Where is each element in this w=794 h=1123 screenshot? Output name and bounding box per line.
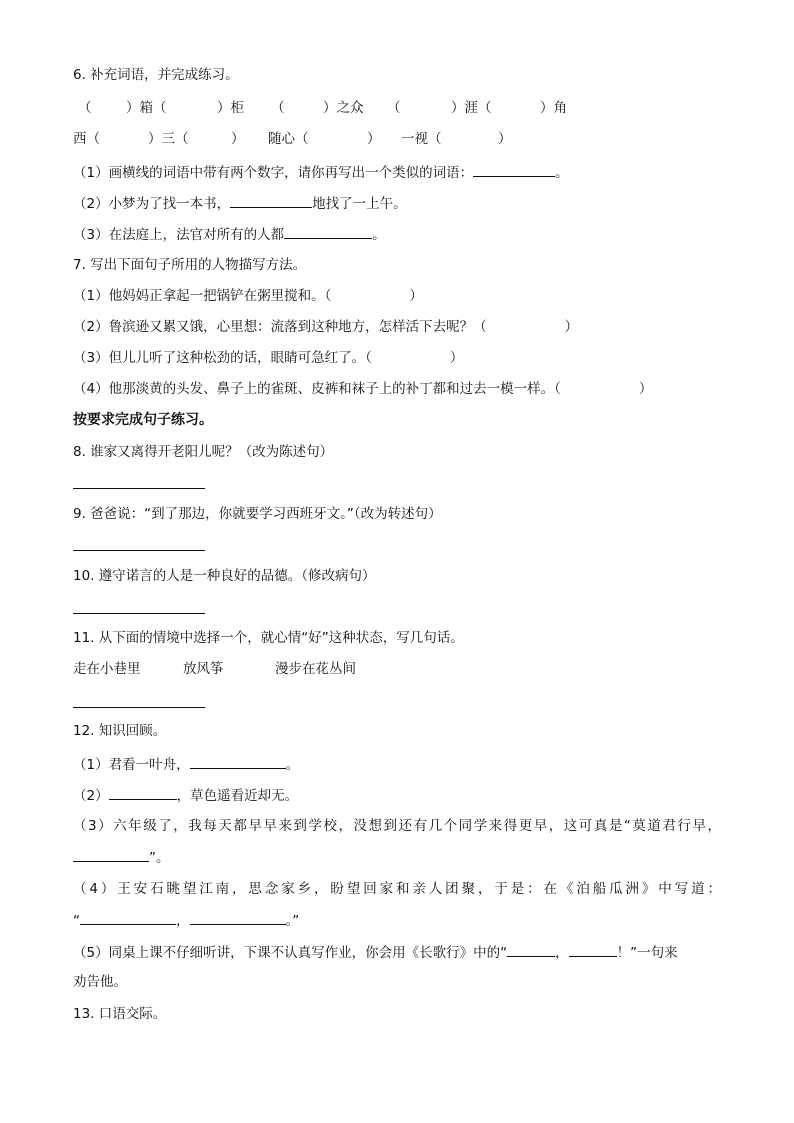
q11-options bbox=[73, 660, 473, 678]
q12-sub4-line1: （4）王安石眺望江南，思念家乡，盼望回家和亲人团聚，于是：在《泊船瓜洲》中写道： bbox=[73, 881, 721, 897]
q6-sub1-end: 。 bbox=[555, 165, 569, 181]
q7-sub4 bbox=[73, 380, 652, 398]
answer-blank[interactable] bbox=[569, 942, 617, 957]
q6-row1-cell: （ bbox=[387, 100, 401, 116]
q12-sub4-line2 bbox=[73, 910, 299, 930]
q12-sub1 bbox=[73, 754, 299, 774]
answer-blank[interactable] bbox=[190, 754, 286, 769]
q10-prompt: 10. 遵守诺言的人是一种良好的品德。（修改病句） bbox=[73, 568, 376, 584]
q7-sub3 bbox=[73, 349, 463, 367]
q12-title: 12. 知识回顾。 bbox=[73, 723, 167, 739]
q6-row2-cell: 随心（ bbox=[268, 131, 309, 147]
q6-row2 bbox=[73, 130, 633, 148]
section-heading: 按要求完成句子练习。 bbox=[73, 412, 213, 428]
q12-sub3-line2 bbox=[73, 847, 170, 867]
answer-blank[interactable] bbox=[73, 847, 149, 862]
answer-blank[interactable] bbox=[284, 224, 372, 239]
q6-row2-cell: 西（ bbox=[73, 131, 100, 147]
q6-row1-cell: ）箱（ bbox=[126, 100, 167, 116]
answer-blank[interactable] bbox=[507, 942, 555, 957]
q6-sub3-text: （3）在法庭上，法官对所有的人都 bbox=[73, 227, 285, 243]
q11-option: 漫步在花丛间 bbox=[275, 661, 356, 677]
q12-sub2-end: ，草色遥看近却无。 bbox=[176, 788, 299, 804]
answer-line[interactable] bbox=[73, 550, 205, 551]
q11-option: 放风筝 bbox=[183, 661, 224, 677]
q12-sub5-line2: 劝告他。 bbox=[73, 974, 127, 990]
q6-row1-cell: （ bbox=[271, 100, 285, 116]
q7-sub1-text: （1）他妈妈正拿起一把锅铲在粥里搅和。（ bbox=[73, 288, 332, 304]
q8-prompt: 8. 谁家又离得开老阳儿呢？（改为陈述句） bbox=[73, 444, 334, 460]
q12-sub5-end: ！”一句来 bbox=[616, 945, 678, 961]
q6-row1-cell: ）柜 bbox=[217, 100, 244, 116]
q6-sub1 bbox=[73, 162, 569, 182]
q12-sub2-text: （2） bbox=[73, 788, 109, 804]
answer-blank[interactable] bbox=[473, 162, 555, 177]
q13-prompt: 13. 口语交际。 bbox=[73, 1006, 167, 1022]
q12-sub3-line1: （3）六年级了，我每天都早早来到学校，没想到还有几个同学来得更早，这可真是“莫道君行早， bbox=[73, 818, 721, 834]
answer-line[interactable] bbox=[73, 613, 205, 614]
q6-row1-cell: ）角 bbox=[540, 100, 567, 116]
q12-sub4-end: 。” bbox=[285, 913, 300, 929]
q6-title: 6. 补充词语，并完成练习。 bbox=[73, 67, 239, 83]
q11-option: 走在小巷里 bbox=[73, 661, 141, 677]
answer-blank[interactable] bbox=[230, 193, 312, 208]
q7-sub1 bbox=[73, 287, 423, 305]
q12-sub4-quote-open: “ bbox=[73, 913, 80, 929]
q6-row2-cell: ） bbox=[498, 131, 512, 147]
q6-row1 bbox=[73, 99, 633, 117]
q6-row2-cell: ）三（ bbox=[148, 131, 189, 147]
q6-row1-cell: ）涯（ bbox=[451, 100, 492, 116]
answer-line[interactable] bbox=[73, 488, 205, 489]
q12-sub2 bbox=[73, 785, 298, 805]
q7-sub2-text: （2）鲁滨逊又累又饿，心里想：流落到这种地方，怎样活下去呢？（ bbox=[73, 319, 487, 335]
q6-row1-cell: ）之众 bbox=[323, 100, 364, 116]
q12-sub4-comma: ， bbox=[176, 913, 190, 929]
q6-sub2-end: 地找了一上午。 bbox=[312, 196, 407, 212]
q7-sub3-end: ） bbox=[449, 350, 464, 366]
answer-blank[interactable] bbox=[190, 910, 286, 925]
q6-sub1-text: （1）画横线的词语中带有两个数字，请你再写出一个类似的词语： bbox=[73, 165, 474, 181]
q7-sub2 bbox=[73, 318, 578, 336]
q6-row1-cell: （ bbox=[78, 100, 92, 116]
q7-sub3-text: （3）但儿儿听了这种松劲的话，眼睛可急红了。（ bbox=[73, 350, 372, 366]
q6-sub3 bbox=[73, 224, 386, 244]
q6-sub2 bbox=[73, 193, 407, 213]
q6-row2-cell: 一视（ bbox=[401, 131, 442, 147]
q6-row2-cell: ） bbox=[231, 131, 245, 147]
answer-line[interactable] bbox=[73, 707, 205, 708]
q11-prompt: 11. 从下面的情境中选择一个，就心情“好”这种状态，写几句话。 bbox=[73, 630, 464, 646]
answer-blank[interactable] bbox=[109, 785, 177, 800]
q7-sub4-end: ） bbox=[638, 381, 653, 397]
q12-sub5-text: （5）同桌上课不仔细听讲，下课不认真写作业，你会用《长歌行》中的“ bbox=[73, 945, 508, 961]
q12-sub5-line1 bbox=[73, 942, 723, 962]
q7-sub4-text: （4）他那淡黄的头发、鼻子上的雀斑、皮裤和袜子上的补丁都和过去一模一样。（ bbox=[73, 381, 561, 397]
q12-sub5-comma: ， bbox=[555, 945, 569, 961]
answer-blank[interactable] bbox=[80, 910, 176, 925]
q7-sub1-end: ） bbox=[409, 288, 423, 304]
q7-sub2-end: ） bbox=[564, 319, 579, 335]
q6-sub3-end: 。 bbox=[372, 227, 386, 243]
q9-prompt: 9. 爸爸说：“到了那边，你就要学习西班牙文。”（改为转述句） bbox=[73, 506, 442, 522]
q12-sub1-text: （1）君看一叶舟， bbox=[73, 757, 190, 773]
q6-sub2-text: （2）小梦为了找一本书， bbox=[73, 196, 231, 212]
q6-row2-cell: ） bbox=[367, 131, 381, 147]
q12-sub1-end: 。 bbox=[285, 757, 300, 773]
q12-sub3-end: ”。 bbox=[149, 850, 170, 866]
q7-title: 7. 写出下面句子所用的人物描写方法。 bbox=[73, 257, 307, 273]
